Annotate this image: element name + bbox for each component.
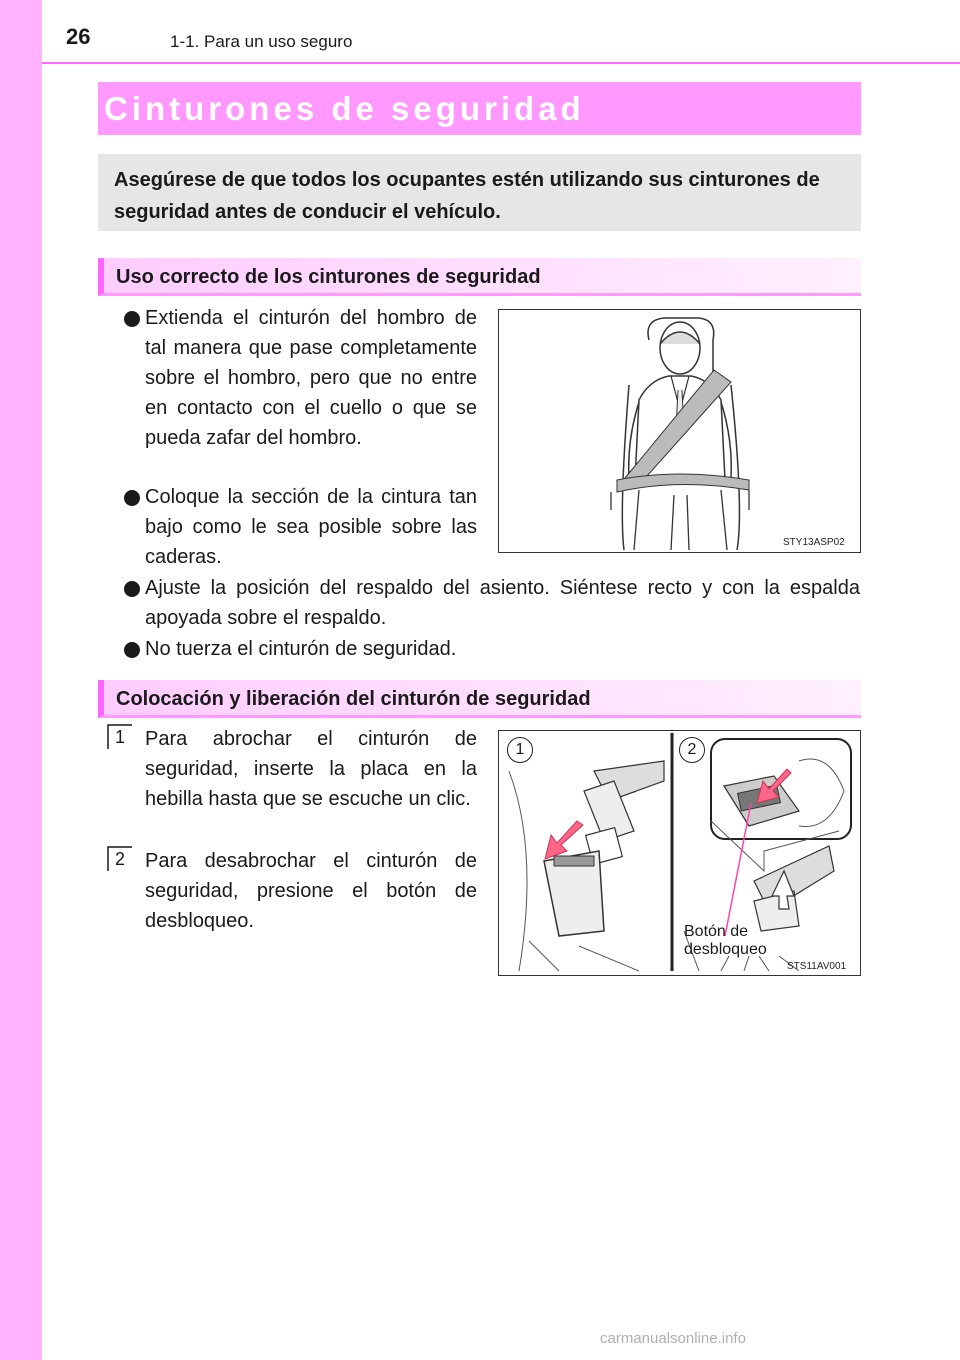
buckle-figure — [498, 730, 861, 976]
page-title: Cinturones de seguridad — [98, 82, 861, 135]
bullet-icon — [124, 581, 140, 597]
step-number-icon — [106, 723, 134, 751]
figure-code: STS11AV001 — [787, 961, 847, 972]
step-text-fasten: Para abrochar el cinturón de seguridad, inserte la placa en la hebilla hasta que se escuche un clic. — [145, 728, 477, 810]
panel-number-1: 1 — [507, 737, 533, 763]
section-heading-correct-use: Uso correcto de los cinturones de seguridad — [98, 258, 861, 296]
bullet-icon — [124, 642, 140, 658]
intro-box: Asegúrese de que todos los ocupantes estén utilizando sus cinturones de seguridad antes de conducir el vehículo. — [98, 154, 861, 231]
bullet-text-twist: No tuerza el cinturón de seguridad. — [145, 638, 457, 660]
section-heading-fasten-release: Colocación y liberación del cinturón de seguridad — [98, 680, 861, 718]
chapter-title: 1-1. Para un uso seguro — [170, 32, 353, 51]
step-number: 2 — [114, 849, 125, 869]
bullet-text-shoulder: Extienda el cinturón del hombro de tal manera que pase completamente sobre el hombro, pero que no entre en contacto con el cuello o que se pueda zafar del hombro. — [145, 307, 477, 449]
bullet-text-seatback: Ajuste la posición del respaldo del asiento. Siéntese recto y con la espalda apoyada sobre el respaldo. — [145, 577, 860, 629]
step-text-release: Para desabrochar el cinturón de seguridad, presione el botón de desbloqueo. — [145, 850, 477, 932]
bullet-icon — [124, 311, 140, 327]
figure-code: STY13ASP02 — [783, 537, 845, 548]
release-button-label — [684, 923, 767, 959]
side-color-strip — [0, 0, 42, 1360]
bullet-icon — [124, 490, 140, 506]
panel-number-2: 2 — [679, 737, 705, 763]
release-button-label-line1: Botón de — [684, 923, 749, 940]
seated-occupant-illustration — [499, 310, 860, 552]
release-button-label-line2: desbloqueo — [684, 941, 767, 958]
seated-occupant-figure — [498, 309, 861, 553]
buckle-illustration — [499, 731, 860, 975]
bullet-text-waist: Coloque la sección de la cintura tan bajo como le sea posible sobre las caderas. — [145, 486, 477, 568]
header-rule — [42, 62, 960, 64]
step-number: 1 — [114, 727, 125, 747]
step-number-icon — [106, 845, 134, 873]
watermark: carmanualsonline.info — [600, 1330, 746, 1347]
page-number: 26 — [66, 24, 91, 49]
